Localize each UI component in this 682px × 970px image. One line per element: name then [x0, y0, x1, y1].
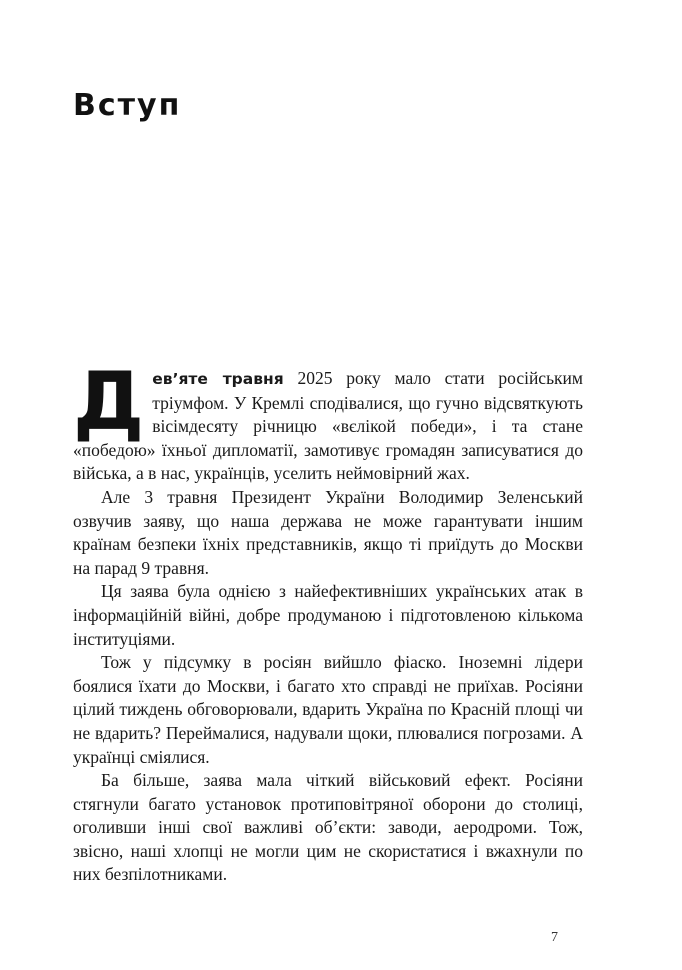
lead-in-bold: ев’яте травня	[152, 370, 284, 388]
paragraph-1	[73, 355, 583, 486]
paragraph-5: Ба більше, заява мала чіткий військовий ефект. Росіяни стягнули багато установок протиповітряної оборони до столиці, оголивши інші свої важливі об’єкти: заводи, аеродроми. Тож, звісно, наші хлопці не могли цим не скористатися і вжахнули по них безпілотниками.	[73, 770, 583, 885]
paragraph-4: Тож у підсумку в росіян вийшло фіаско. Іноземні лідери боялися їхати до Москви, і багато хто справді не приїхав. Росіяни цілий тиждень обговорювали, вдарить Україна по Красній площі чи не вдарить? Переймалися, надували щоки, плювалися погрозами. А українці сміялися.	[73, 652, 583, 767]
paragraph-2: Але 3 травня Президент України Володимир Зеленський озвучив заяву, що наша держава не може гарантувати іншим країнам безпеки їхніх представників, якщо ті приїдуть до Москви на парад 9 травня.	[73, 486, 583, 578]
chapter-title: Вступ	[73, 88, 182, 123]
chapter-body	[73, 355, 583, 887]
paragraph-1-text: 2025 року мало стати російським тріумфом. У Кремлі сподівалися, що гучно відсвяткують вісімдесяту річницю «вєлікой победи», і та стане «победою» їхньої дипломатії, замотивує громадян записуватися до війська, а в нас, українців, уселить неймовірний жах.	[73, 368, 583, 484]
page-number: 7	[551, 930, 558, 945]
paragraph-3: Ця заява була однією з найефективніших українських атак в інформаційній війні, добре продуманою і підготовленою кількома інституціями.	[73, 581, 583, 649]
drop-cap: Д	[73, 355, 145, 448]
